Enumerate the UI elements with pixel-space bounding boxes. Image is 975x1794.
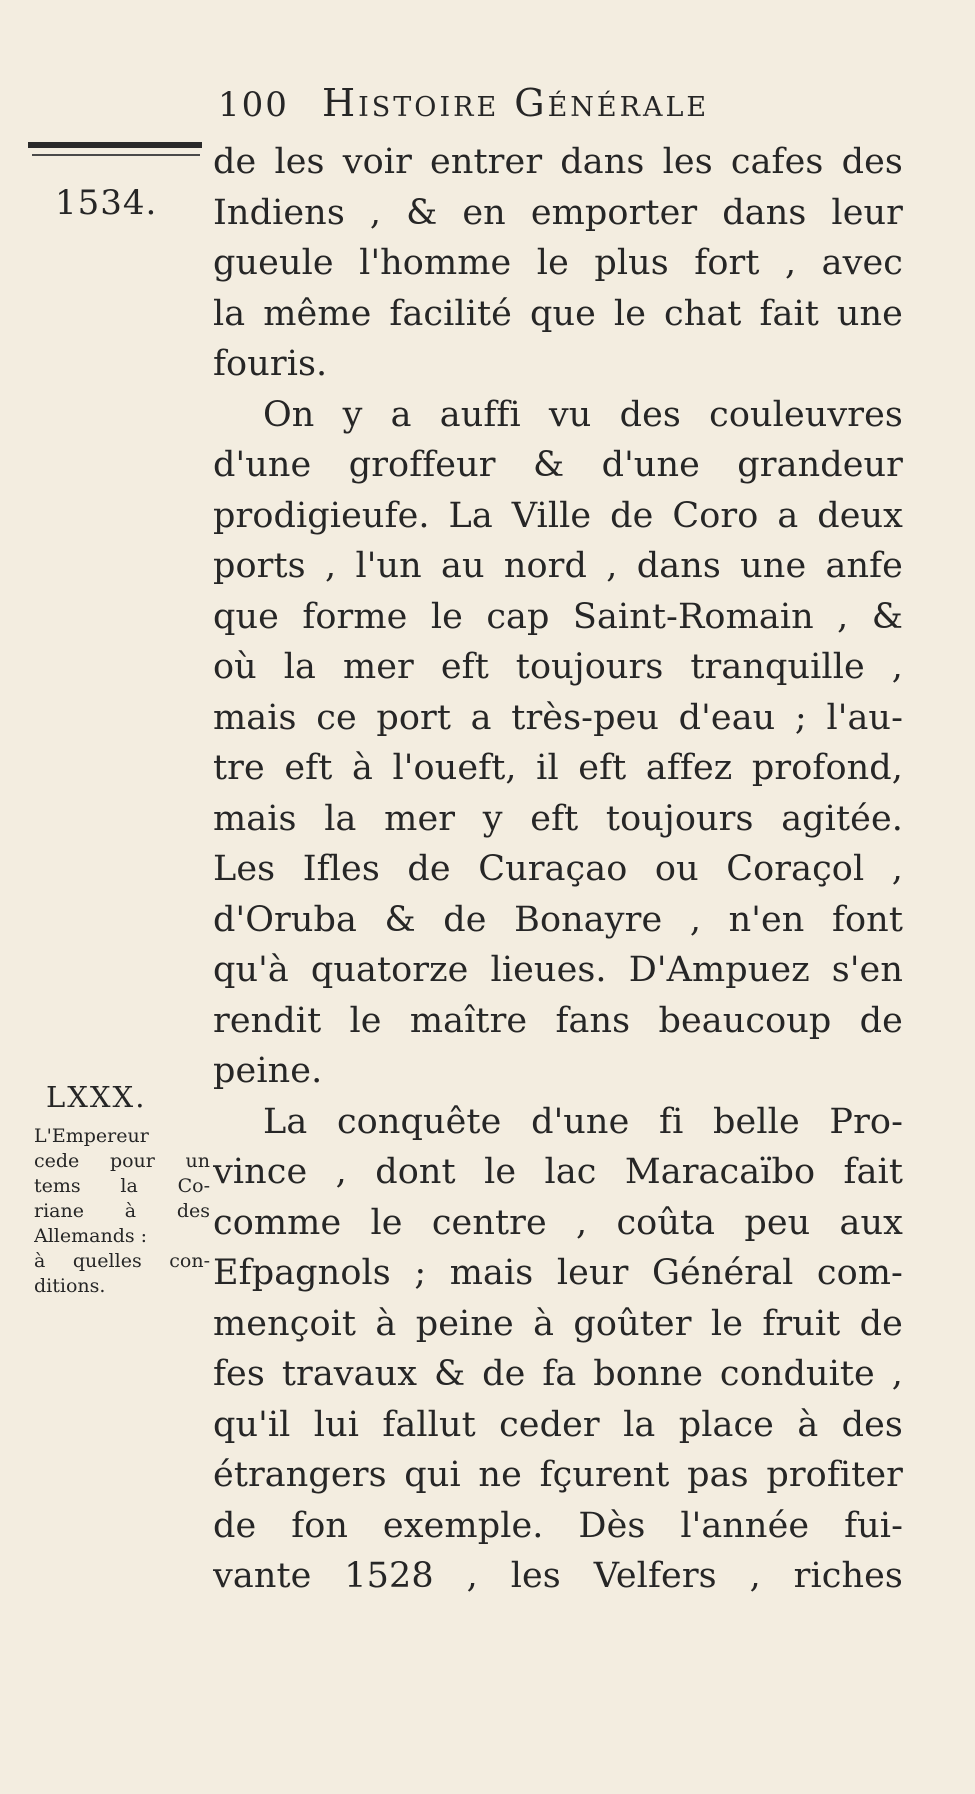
body-line-11: où la mer eft toujours tranquille , [213, 647, 903, 687]
sidenote-line-2: cede pour un [34, 1150, 210, 1172]
body-line-15: Les Ifles de Curaçao ou Coraçol , [213, 849, 903, 889]
body-line-5: fouris. [213, 344, 328, 384]
body-line-26: qu'il lui fallut ceder la place à des [213, 1404, 903, 1445]
body-text [213, 137, 903, 1602]
margin-rule-thin [32, 154, 200, 156]
body-line-14: mais la mer y eft toujours agitée. [213, 798, 903, 839]
body-line-21: vince , dont le lac Maracaïbo fait [213, 1152, 903, 1192]
body-line-22: comme le centre , coûta peu aux [213, 1202, 903, 1243]
margin-rule-thick [28, 142, 202, 148]
body-line-2: Indiens , & en emporter dans leur [213, 192, 903, 233]
sidenote-line-3: tems la Co- [34, 1175, 210, 1197]
chapter-number: LXXX. [46, 1080, 147, 1114]
body-line-20: La conquête d'une fi belle Pro- [263, 1101, 903, 1142]
body-line-9: ports , l'un au nord , dans une anfe [213, 546, 903, 586]
running-title: Histoire Générale [322, 81, 710, 125]
margin-sidenote [34, 1124, 210, 1299]
sidenote-line-7: ditions. [34, 1275, 106, 1297]
margin-year: 1534. [55, 183, 158, 223]
body-line-1: de les voir entrer dans les cafes des [213, 142, 903, 182]
body-line-4: la même facilité que le chat fait une [213, 293, 903, 334]
body-line-28: de fon exemple. Dès l'année fui- [213, 1505, 903, 1546]
body-line-18: rendit le maître fans beaucoup de [213, 1000, 903, 1041]
body-line-23: Efpagnols ; mais leur Général com- [213, 1253, 903, 1293]
body-line-19: peine. [213, 1051, 323, 1091]
body-line-10: que forme le cap Saint-Romain , & [213, 596, 903, 637]
sidenote-line-6: à quelles con- [34, 1250, 210, 1272]
body-line-29: vante 1528 , les Velfers , riches [213, 1556, 903, 1596]
body-line-13: tre eft à l'oueft, il eft affez profond, [213, 748, 903, 788]
body-line-8: prodigieufe. La Ville de Coro a deux [213, 495, 903, 536]
body-line-25: fes travaux & de fa bonne conduite , [213, 1354, 903, 1394]
body-line-27: étrangers qui ne fçurent pas profiter [213, 1455, 903, 1495]
sidenote-line-5: Allemands : [34, 1225, 148, 1247]
page-number: 100 [218, 85, 289, 125]
body-line-24: mençoit à peine à goûter le fruit de [213, 1303, 903, 1344]
body-line-12: mais ce port a très-peu d'eau ; l'au- [213, 697, 903, 738]
sidenote-line-4: riane à des [34, 1200, 210, 1222]
body-line-7: d'une groffeur & d'une grandeur [213, 445, 903, 485]
sidenote-line-1: L'Empereur [34, 1125, 149, 1147]
body-line-16: d'Oruba & de Bonayre , n'en font [213, 899, 903, 940]
body-line-3: gueule l'homme le plus fort , avec [213, 243, 903, 283]
body-line-6: On y a auffi vu des couleuvres [263, 394, 903, 435]
body-line-17: qu'à quatorze lieues. D'Ampuez s'en [213, 950, 903, 990]
